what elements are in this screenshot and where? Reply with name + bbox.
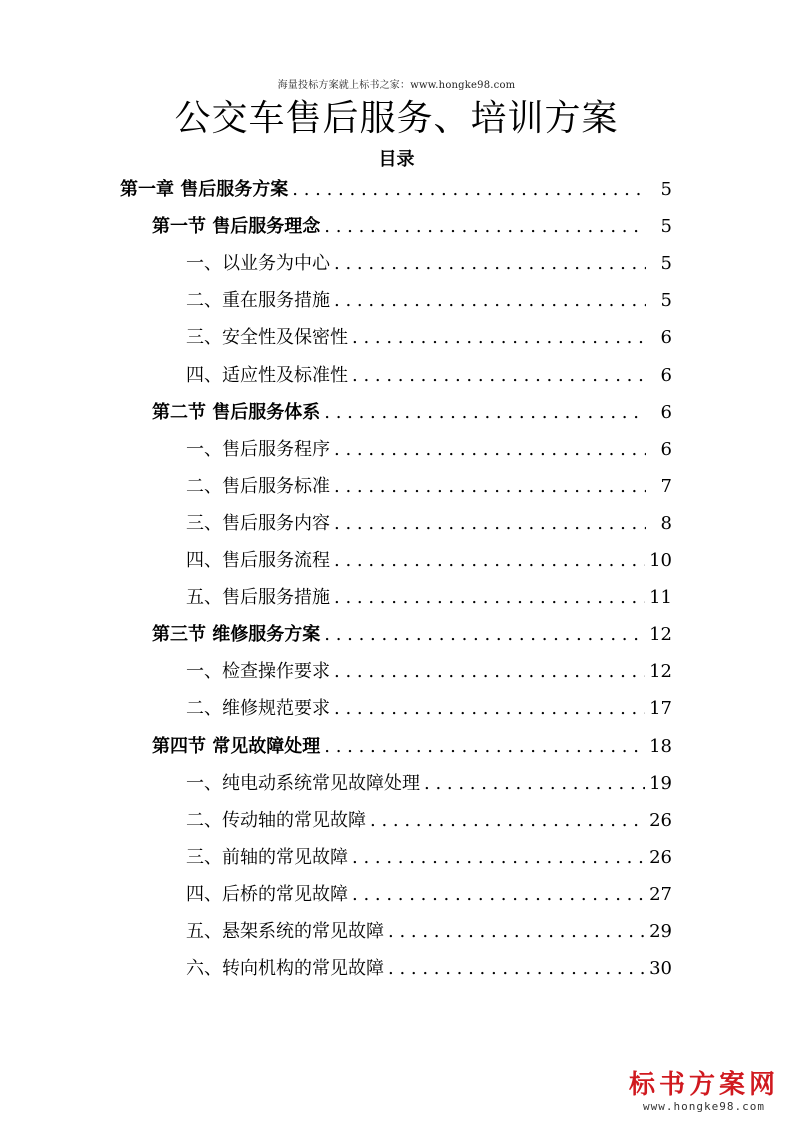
toc-entry-title: 二、重在服务措施 (186, 290, 330, 311)
toc-entry-title: 第三节 维修服务方案 (152, 624, 321, 645)
toc-entry[interactable] (186, 843, 672, 873)
toc-leader-dots (334, 587, 645, 608)
toc-entry-title: 第四节 常见故障处理 (152, 736, 321, 757)
toc-entry[interactable] (186, 546, 672, 576)
toc-entry-title: 第二节 售后服务体系 (152, 402, 321, 423)
toc-entry-page-number: 12 (649, 661, 672, 682)
toc-entry[interactable] (186, 435, 672, 465)
toc-entry-title: 三、安全性及保密性 (186, 327, 348, 348)
toc-entry[interactable] (186, 806, 672, 836)
toc-entry[interactable] (152, 398, 672, 428)
toc-entry-page-number: 6 (660, 439, 672, 460)
toc-entry[interactable] (152, 620, 672, 650)
toc-entry-page-number: 6 (660, 327, 672, 348)
toc-leader-dots (292, 179, 646, 200)
toc-entry-page-number: 5 (660, 216, 672, 237)
toc-leader-dots (334, 476, 646, 497)
toc-leader-dots (324, 216, 646, 237)
toc-entry-page-number: 10 (649, 550, 672, 571)
toc-leader-dots (424, 773, 645, 794)
toc-leader-dots (324, 736, 645, 757)
toc-leader-dots (334, 439, 646, 460)
toc-leader-dots (334, 253, 646, 274)
document-title: 公交车售后服务、培训方案 (174, 98, 619, 139)
toc-entry[interactable] (186, 917, 672, 947)
toc-entry-page-number: 18 (649, 736, 672, 757)
toc-entry[interactable] (152, 212, 672, 242)
toc-leader-dots (352, 365, 646, 386)
toc-entry-title: 四、后桥的常见故障 (186, 884, 348, 905)
toc-entry-page-number: 17 (649, 698, 672, 719)
toc-entry-page-number: 19 (649, 773, 672, 794)
toc-entry[interactable] (186, 769, 672, 799)
header-note: 海量投标方案就上标书之家：www.hongke98.com (277, 80, 516, 91)
toc-entry-title: 六、转向机构的常见故障 (186, 958, 384, 979)
toc-leader-dots (370, 810, 645, 831)
toc-leader-dots (334, 550, 645, 571)
toc-entry-page-number: 5 (660, 253, 672, 274)
toc-leader-dots (388, 958, 645, 979)
toc-entry-page-number: 12 (649, 624, 672, 645)
toc-entry-page-number: 6 (660, 402, 672, 423)
toc-entry-title: 第一节 售后服务理念 (152, 216, 321, 237)
watermark-logo (629, 1070, 779, 1114)
toc-entry[interactable] (186, 694, 672, 724)
toc-entry-title: 五、售后服务措施 (186, 587, 330, 608)
toc-entry-title: 三、售后服务内容 (186, 513, 330, 534)
toc-entry[interactable] (186, 323, 672, 353)
toc-entry[interactable] (186, 657, 672, 687)
toc-entry-page-number: 5 (660, 290, 672, 311)
toc-entry[interactable] (186, 880, 672, 910)
toc-leader-dots (334, 513, 646, 534)
toc-entry-page-number: 11 (649, 587, 672, 608)
toc-leader-dots (324, 624, 645, 645)
toc-entry[interactable] (186, 249, 672, 279)
toc-entry-title: 二、传动轴的常见故障 (186, 810, 366, 831)
toc-heading: 目录 (378, 149, 415, 170)
toc-entry-page-number: 26 (649, 847, 672, 868)
toc-leader-dots (334, 661, 645, 682)
toc-entry-title: 一、以业务为中心 (186, 253, 330, 274)
watermark-brand: 标书方案网 (628, 1070, 779, 1100)
toc-entry-page-number: 30 (649, 958, 672, 979)
toc-entry-page-number: 26 (649, 810, 672, 831)
toc-entry[interactable] (152, 732, 672, 762)
toc-entry[interactable] (186, 361, 672, 391)
toc-entry-title: 四、适应性及标准性 (186, 365, 348, 386)
toc-leader-dots (352, 327, 646, 348)
toc-leader-dots (352, 847, 645, 868)
toc-entry[interactable] (186, 954, 672, 984)
watermark-url: www.hongke98.com (643, 1100, 765, 1113)
toc-entry-title: 二、维修规范要求 (186, 698, 330, 719)
toc-entry-page-number: 7 (660, 476, 672, 497)
toc-entry-page-number: 29 (649, 921, 672, 942)
toc-entry-title: 一、检查操作要求 (186, 661, 330, 682)
toc-leader-dots (352, 884, 645, 905)
toc-entry[interactable] (120, 175, 672, 205)
toc-leader-dots (334, 290, 646, 311)
toc-entry-page-number: 8 (660, 513, 672, 534)
toc-entry[interactable] (186, 509, 672, 539)
toc-entry-page-number: 27 (649, 884, 672, 905)
toc-entry-page-number: 5 (660, 179, 672, 200)
toc-entry-title: 三、前轴的常见故障 (186, 847, 348, 868)
toc-entry[interactable] (186, 286, 672, 316)
toc-entry[interactable] (186, 583, 672, 613)
toc-leader-dots (388, 921, 645, 942)
toc-entry-title: 一、纯电动系统常见故障处理 (186, 773, 420, 794)
toc-leader-dots (334, 698, 645, 719)
toc-entry-title: 第一章 售后服务方案 (120, 179, 289, 200)
toc-entry-title: 四、售后服务流程 (186, 550, 330, 571)
toc-entry-title: 一、售后服务程序 (186, 439, 330, 460)
toc-entry[interactable] (186, 472, 672, 502)
toc-entry-title: 五、悬架系统的常见故障 (186, 921, 384, 942)
toc-leader-dots (324, 402, 646, 423)
toc-entry-page-number: 6 (660, 365, 672, 386)
toc-entry-title: 二、售后服务标准 (186, 476, 330, 497)
